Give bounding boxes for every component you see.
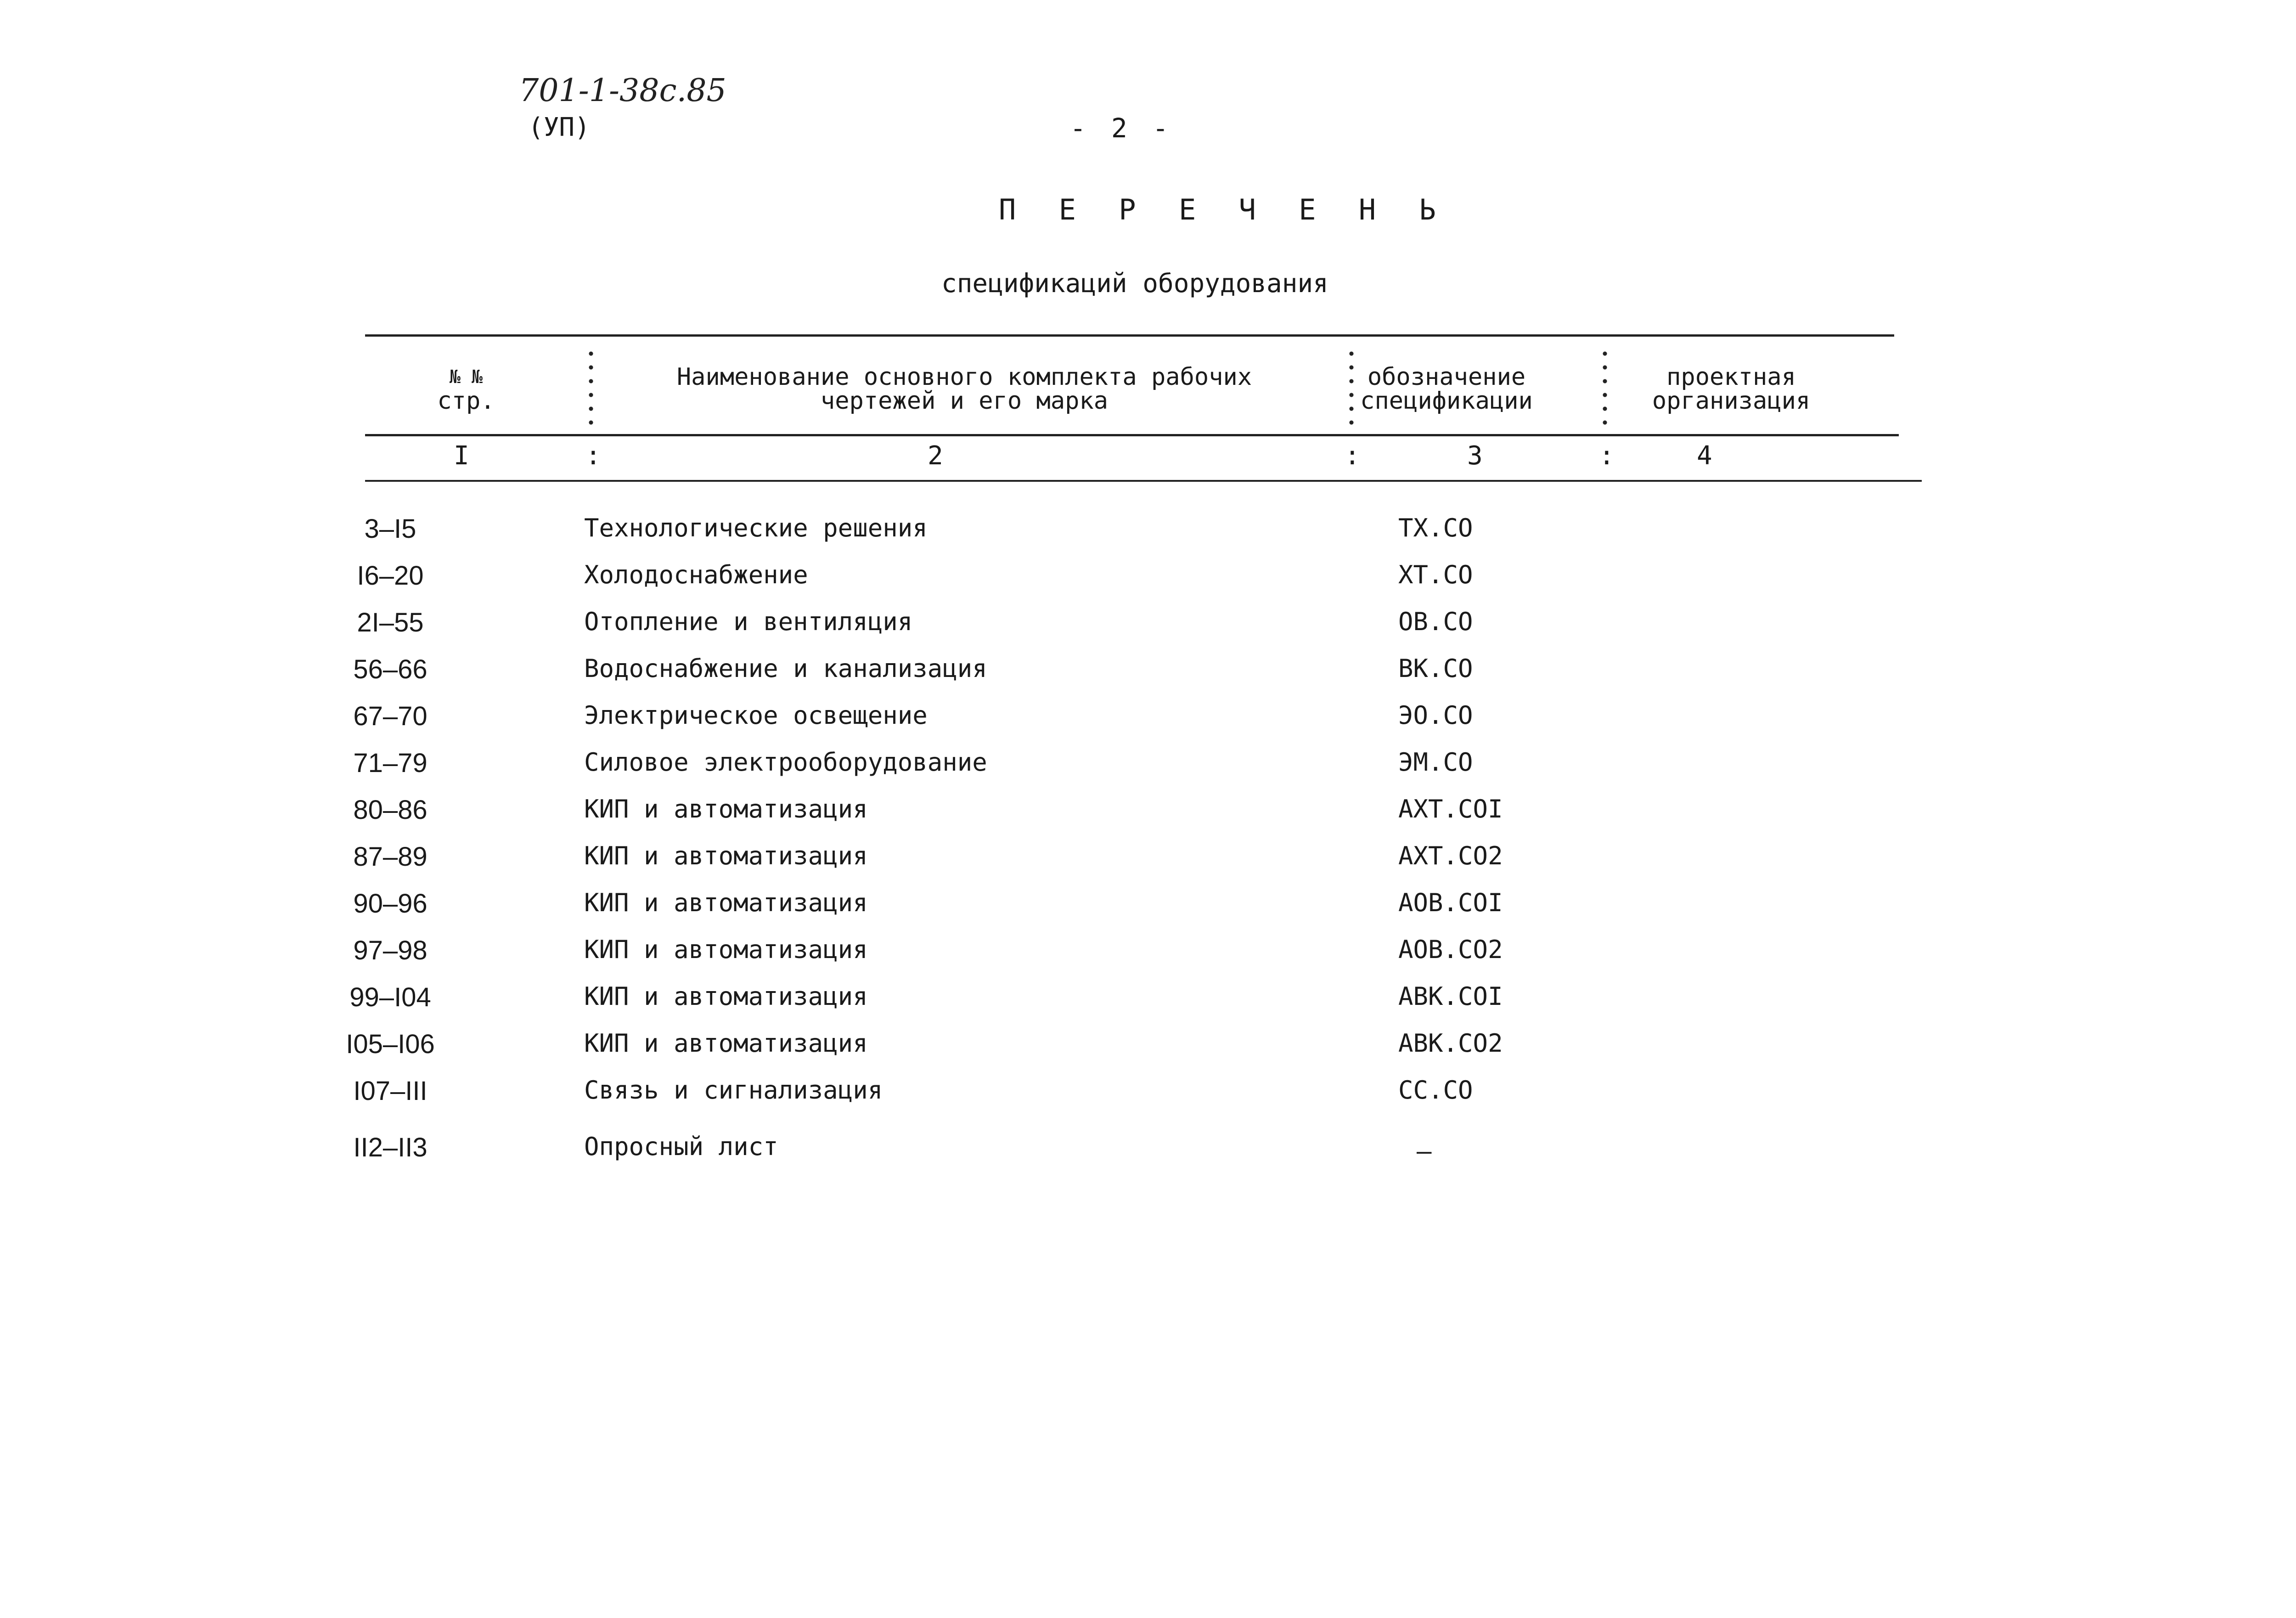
- table-row: [0, 935, 2296, 981]
- table-row: [0, 513, 2296, 559]
- row-name: Холодоснабжение: [584, 560, 808, 589]
- row-name: Электрическое освещение: [584, 701, 928, 730]
- row-pages: 80–86: [353, 795, 428, 825]
- row-name: Технологические решения: [584, 513, 928, 542]
- table-row: [0, 795, 2296, 840]
- column-number-separator-1: :: [585, 441, 601, 471]
- row-spec: ЭМ.СО: [1398, 748, 1473, 777]
- document-code-handwritten: 701-1-38с.85: [519, 73, 726, 109]
- row-pages: 67–70: [353, 701, 428, 731]
- row-name: Отопление и вентиляция: [584, 607, 913, 636]
- row-spec: СС.СО: [1398, 1076, 1473, 1105]
- row-spec: ЭО.СО: [1398, 701, 1473, 730]
- table-row: [0, 982, 2296, 1028]
- row-spec: АВК.СОI: [1398, 982, 1503, 1011]
- page-subtitle: спецификаций оборудования: [941, 269, 1328, 299]
- row-pages: I6–20: [357, 561, 424, 591]
- column-number-1: I: [454, 441, 469, 471]
- row-name: Связь и сигнализация: [584, 1076, 883, 1105]
- header-separator-2: [1349, 347, 1354, 429]
- table-row: [0, 748, 2296, 794]
- column-number-2: 2: [928, 441, 943, 471]
- row-name: Опросный лист: [584, 1132, 778, 1161]
- row-spec: ОВ.СО: [1398, 607, 1473, 636]
- column-number-3: 3: [1467, 441, 1483, 471]
- row-pages: II2–II3: [353, 1133, 428, 1162]
- row-name: Силовое электрооборудование: [584, 748, 987, 777]
- row-pages: I07–III: [353, 1076, 428, 1106]
- table-row: [0, 607, 2296, 653]
- header-pages-line2: стр.: [437, 387, 495, 415]
- table-row: [0, 888, 2296, 934]
- row-pages: 56–66: [353, 654, 428, 684]
- table-numbers-rule: [365, 480, 1922, 482]
- row-spec: ХТ.СО: [1398, 560, 1473, 589]
- header-spec-line2: спецификации: [1360, 387, 1533, 415]
- row-spec: АХТ.СО2: [1398, 841, 1503, 870]
- row-spec: –: [1417, 1137, 1432, 1166]
- header-name: [643, 365, 1286, 413]
- page-title: П Е Р Е Ч Е Н Ь: [999, 193, 1449, 226]
- row-name: КИП и автоматизация: [584, 935, 868, 964]
- header-pages-line1: № №: [449, 366, 483, 388]
- table-row: [0, 1076, 2296, 1122]
- header-spec: [1355, 365, 1538, 413]
- table-header-rule: [365, 434, 1899, 436]
- row-name: КИП и автоматизация: [584, 1029, 868, 1058]
- header-org-line1: проектная: [1666, 363, 1796, 391]
- row-name: КИП и автоматизация: [584, 841, 868, 870]
- header-org-line2: организация: [1652, 387, 1811, 415]
- row-spec: АОВ.СОI: [1398, 888, 1503, 917]
- row-pages: 99–I04: [349, 982, 431, 1012]
- header-name-line2: чертежей и его марка: [820, 387, 1109, 415]
- table-top-rule: [365, 334, 1894, 337]
- header-separator-3: [1603, 347, 1607, 429]
- row-pages: 97–98: [353, 936, 428, 965]
- column-number-4: 4: [1697, 441, 1712, 471]
- row-spec: АВК.СО2: [1398, 1029, 1503, 1058]
- table-row: [0, 654, 2296, 700]
- column-number-separator-3: :: [1599, 441, 1615, 471]
- row-name: КИП и автоматизация: [584, 888, 868, 917]
- table-row: [0, 1029, 2296, 1075]
- row-pages: 2I–55: [357, 608, 424, 637]
- header-spec-line1: обозначение: [1367, 363, 1526, 391]
- document-code-sub: (УП): [528, 113, 590, 142]
- row-name: КИП и автоматизация: [584, 982, 868, 1011]
- table-row: [0, 1132, 2296, 1178]
- row-pages: I05–I06: [346, 1029, 435, 1059]
- table-row: [0, 560, 2296, 606]
- header-pages: [413, 365, 519, 413]
- header-name-line1: Наименование основного комплекта рабочих: [676, 363, 1252, 391]
- row-spec: АОВ.СО2: [1398, 935, 1503, 964]
- header-org: [1635, 365, 1828, 413]
- row-pages: 87–89: [353, 842, 428, 872]
- row-spec: ВК.СО: [1398, 654, 1473, 683]
- row-pages: 90–96: [353, 889, 428, 919]
- row-pages: 3–I5: [364, 514, 416, 544]
- row-spec: АХТ.СОI: [1398, 795, 1503, 823]
- table-row: [0, 841, 2296, 887]
- row-pages: 71–79: [353, 748, 428, 778]
- row-spec: ТХ.СО: [1398, 513, 1473, 542]
- page-number: - 2 -: [1070, 113, 1173, 144]
- table-row: [0, 701, 2296, 747]
- column-number-separator-2: :: [1345, 441, 1360, 471]
- row-name: КИП и автоматизация: [584, 795, 868, 823]
- row-name: Водоснабжение и канализация: [584, 654, 987, 683]
- header-separator-1: [589, 347, 593, 429]
